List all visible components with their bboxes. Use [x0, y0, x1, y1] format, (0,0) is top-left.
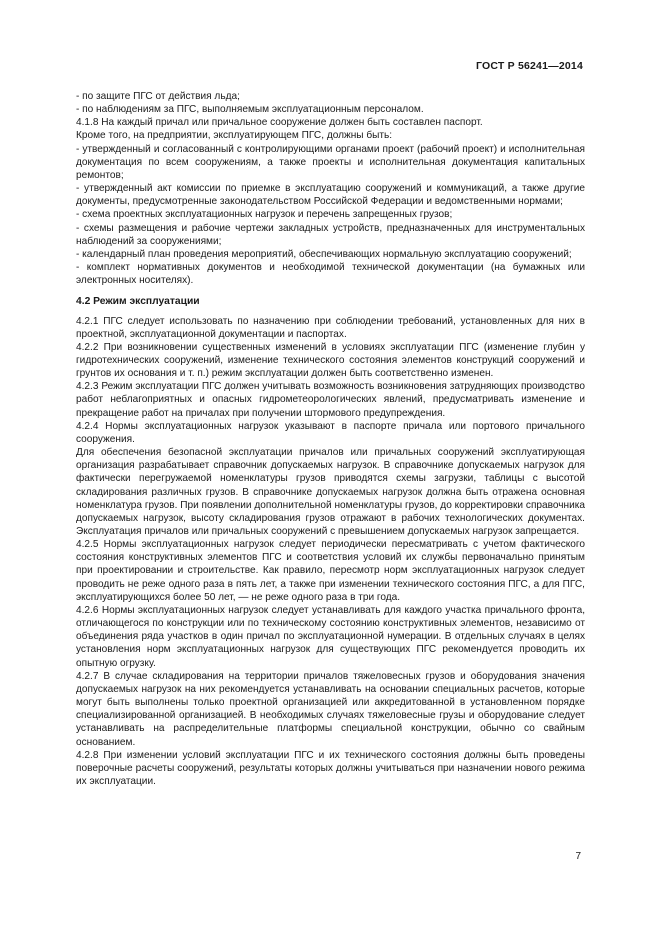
list-item: - утвержденный акт комиссии по приемке в эксплуатацию сооружений и коммуникаций, а также другие документы, предусмотренные законодательством Российской Федерации и ведомственными нормами;	[76, 183, 585, 208]
clause-4-2-6: 4.2.6 Нормы эксплуатационных нагрузок следует устанавливать для каждого участка причального фронта, отличающегося по конструкции или по техническому состоянию конструктивных элементов, независимо от объединения ряда участков в один причал по эксплуатационной нумерации. В отдельных случаях в целях установления норм эксплуатационных нагрузок для существующих ПГС рекомендуется проводить их опытную огрузку.	[76, 604, 585, 669]
list-item: - схема проектных эксплуатационных нагрузок и перечень запрещенных грузов;	[76, 209, 453, 221]
clause-4-2-1: 4.2.1 ПГС следует использовать по назначению при соблюдении требований, установленных для них в проектной, эксплуатационной документации и паспортах.	[76, 315, 585, 340]
page-content	[76, 90, 585, 788]
list-item: - утвержденный и согласованный с контролирующими органами проект (рабочий проект) и исполнительная документация по всем сооружениям, а также проекты и исполнительная документация капитальных ремонтов;	[76, 143, 585, 181]
list-item: - комплект нормативных документов и необходимой технической документации (на бумажных или электронных носителях).	[76, 262, 585, 287]
list-item: - календарный план проведения мероприятий, обеспечивающих нормальную эксплуатацию сооружений;	[76, 248, 572, 260]
clause-4-2-8: 4.2.8 При изменении условий эксплуатации ПГС и их технического состояния должны быть проведены поверочные расчеты сооружений, результаты которых должны учитываться при назначении нового режима их эксплуатации.	[76, 749, 585, 787]
clause-4-2-7: 4.2.7 В случае складирования на территории причалов тяжеловесных грузов и оборудования значения допускаемых нагрузок на них рекомендуется устанавливать на основании специальных расчетов, которые могут быть выполнены только проектной организацией или аккредитованной в установленном порядке специализированной организацией. В необходимых случаях тяжеловесные грузы и оборудование следует устанавливать на распределительные платформы специальной конструкции, обычно со свайным основанием.	[76, 670, 585, 748]
list-item: - по наблюдениям за ПГС, выполняемым эксплуатационным персоналом.	[76, 104, 424, 116]
clause-4-2-3: 4.2.3 Режим эксплуатации ПГС должен учитывать возможность возникновения затрудняющих производство работ неблагоприятных и опасных гидрометеорологических явлений, предусматривать изменение и прекращение работ на причалах при получении штормового предупреждения.	[76, 381, 585, 419]
list-item: - по защите ПГС от действия льда;	[76, 91, 240, 102]
list-item: - схемы размещения и рабочие чертежи закладных устройств, предназначенных для инструментальных наблюдений за сооружениями;	[76, 222, 585, 247]
paragraph-load-reference: Для обеспечения безопасной эксплуатации причалов или причальных сооружений эксплуатирующая организация разрабатывает справочник допускаемых нагрузок. В справочнике допускаемых нагрузок для фактически перегружаемой номенклатуры грузов приводятся схемы загрузки, таблицы с высотой складирования различных грузов. В справочнике допускаемых нагрузок должна быть отражена основная номенклатура грузов. При появлении дополнительной номенклатуры грузов, до корректировки справочника допускаемых нагрузок, высоту складирования грузов отражают в рабочих технологических документах. Эксплуатация причалов или причальных сооружений с превышением допускаемых нагрузок запрещается.	[76, 447, 585, 537]
clause-4-2-4: 4.2.4 Нормы эксплуатационных нагрузок указывают в паспорте причала или портового причального сооружения.	[76, 420, 585, 445]
standard-header: ГОСТ Р 56241—2014	[475, 60, 583, 72]
clause-4-2-5: 4.2.5 Нормы эксплуатационных нагрузок следует периодически пересматривать с учетом фактического состояния конструктивных элементов ПГС и соответствия условий их службы первоначально принятым при проектировании и строительстве. Как правило, пересмотр норм эксплуатационных нагрузок следует проводить не реже одного раза в пять лет, а также при изменении технического состояния ПГС, а для ПГС, эксплуатирующихся более 50 лет, — не реже одного раза в три года.	[76, 539, 585, 603]
page-number: 7	[575, 851, 581, 862]
section-heading: 4.2 Режим эксплуатации	[76, 296, 200, 308]
paragraph-besides: Кроме того, на предприятии, эксплуатирующем ПГС, должны быть:	[76, 130, 393, 142]
clause-4-2-2: 4.2.2 При возникновении существенных изменений в условиях эксплуатации ПГС (изменение глубин у гидротехнических сооружений, изменение технического состояния элементов конструкций сооружений и грунтов их основания и т. п.) режим эксплуатации должен быть соответственно изменен.	[76, 341, 585, 380]
clause-4-1-8: 4.1.8 На каждый причал или причальное сооружение должен быть составлен паспорт.	[76, 117, 483, 129]
